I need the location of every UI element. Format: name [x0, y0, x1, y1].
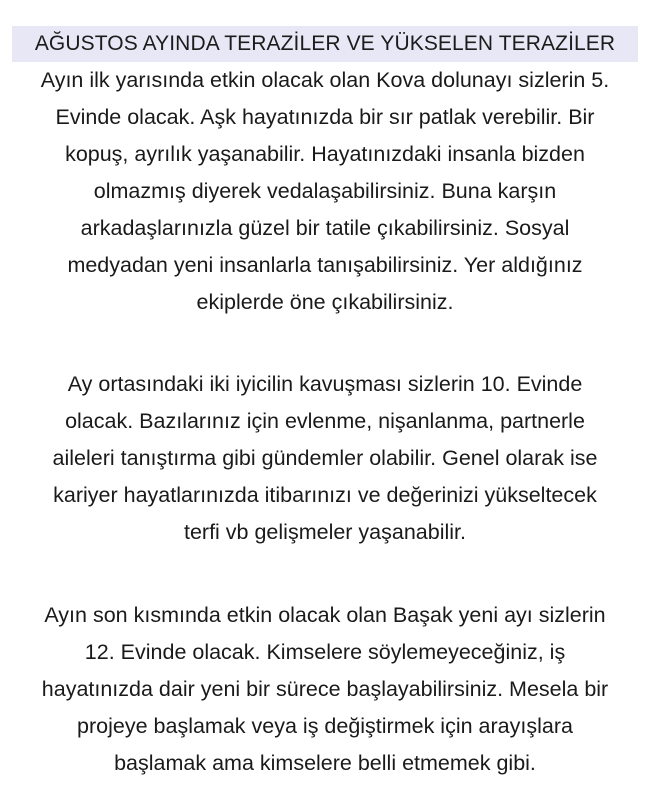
- paragraph-line: projeye başlamak veya iş değiştirmek için arayışlara: [77, 714, 573, 738]
- paragraph-line: medyadan yeni insanlarla tanışabilirsiniz. Yer aldığınız: [67, 253, 583, 277]
- title-banner: [12, 26, 638, 62]
- paragraph-line: başlamak ama kimselere belli etmemek gibi.: [114, 751, 536, 775]
- paragraph-3: [0, 597, 650, 782]
- paragraph-line: olacak. Bazılarınız için evlenme, nişanlanma, partnerle: [65, 409, 585, 433]
- paragraph-line: Evinde olacak. Aşk hayatınızda bir sır patlak verebilir. Bir: [55, 105, 595, 129]
- paragraph-line: olmazmış diyerek vedalaşabilirsiniz. Buna karşın: [93, 179, 557, 203]
- paragraph-line: 12. Evinde olacak. Kimselere söylemeyeceğiniz, iş: [84, 640, 566, 664]
- paragraph-line: aileleri tanıştırma gibi gündemler olabilir. Genel olarak ise: [52, 446, 598, 470]
- paragraph-line: Ayın ilk yarısında etkin olacak olan Kova dolunayı sizlerin 5.: [40, 68, 610, 92]
- paragraph-line: kariyer hayatlarınızda itibarınızı ve değerinizi yükseltecek: [53, 483, 597, 507]
- paragraph-line: Ayın son kısmında etkin olacak olan Başak yeni ayı sizlerin: [44, 603, 606, 627]
- paragraph-2: [0, 366, 650, 551]
- paragraph-line: ekiplerde öne çıkabilirsiniz.: [196, 290, 454, 314]
- paragraph-line: hayatınızda dair yeni bir sürece başlayabilirsiniz. Mesela bir: [41, 677, 609, 701]
- page-title: AĞUSTOS AYINDA TERAZİLER VE YÜKSELEN TERAZİLER: [34, 32, 616, 55]
- paragraph-line: terfi vb gelişmeler yaşanabilir.: [183, 520, 466, 544]
- paragraph-line: Ay ortasındaki iki iyicilin kavuşması sizlerin 10. Evinde: [67, 372, 583, 396]
- paragraph-1: [0, 62, 650, 321]
- paragraph-line: arkadaşlarınızla güzel bir tatile çıkabilirsiniz. Sosyal: [80, 216, 570, 240]
- paragraph-line: kopuş, ayrılık yaşanabilir. Hayatınızdaki insanla bizden: [65, 142, 585, 166]
